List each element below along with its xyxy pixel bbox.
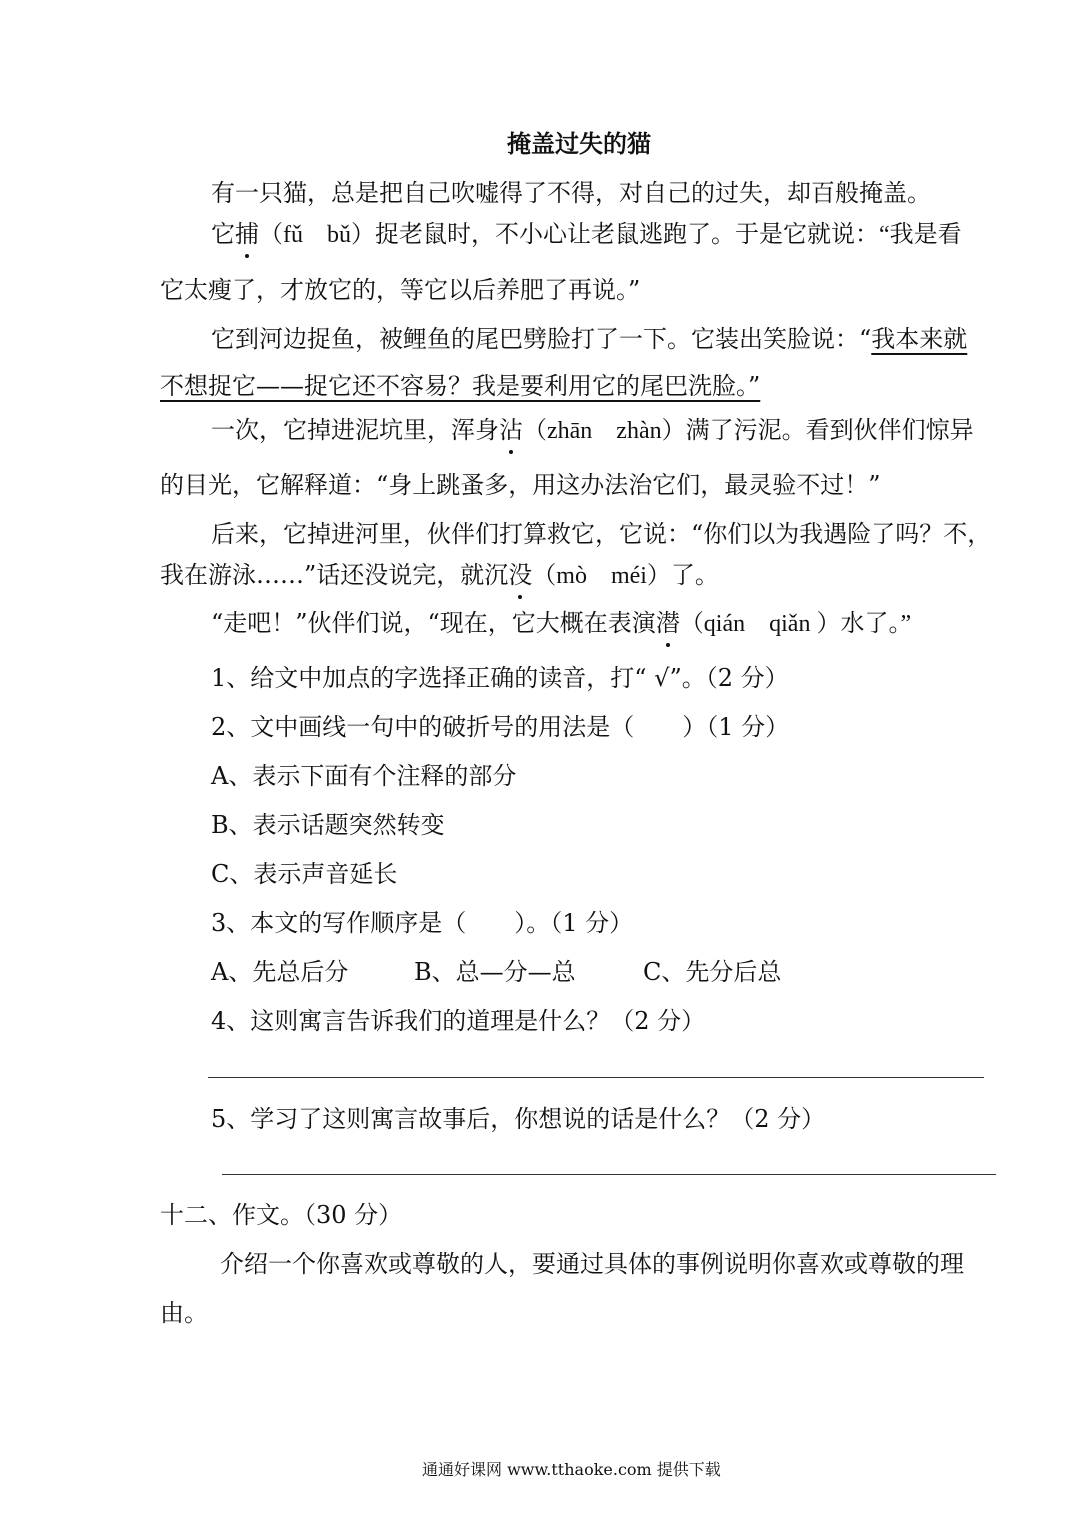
paragraph-4-line-1 (211, 414, 974, 447)
paragraph-5-line-1: 后来，它掉进河里，伙伴们打算救它，它说：“你们以为我遇险了吗？不， (211, 520, 992, 548)
paragraph-3-line-2 (160, 370, 760, 402)
paragraph-3-line-1 (211, 323, 967, 355)
question-1: 1、给文中加点的字选择正确的读音，打“ √”。（2 分） (211, 664, 789, 692)
dotted-char: 没 (508, 561, 533, 589)
text: （mò méi）了。 (532, 563, 719, 589)
footer-source: 通通好课网 www.tthaoke.com 提供下载 (422, 1460, 721, 1479)
text: “走吧！”伙伴们说，“现在，它大概在表演 (211, 609, 656, 637)
answer-line-4[interactable] (208, 1077, 984, 1078)
dotted-char: 沾 (499, 416, 523, 444)
composition-prompt-line-2: 由。 (160, 1299, 208, 1327)
text: 我在游泳……”话还没说完，就沉 (160, 561, 509, 589)
paragraph-4-line-2: 的目光，它解释道：“身上跳蚤多，用这办法治它们，最灵验不过！” (160, 471, 881, 499)
composition-heading: 十二、作文。（30 分） (160, 1201, 403, 1229)
paragraph-6 (211, 607, 911, 640)
question-5: 5、学习了这则寓言故事后，你想说的话是什么？（2 分） (211, 1105, 826, 1133)
question-3-option-a: A、先总后分 (211, 958, 349, 986)
underlined-sentence: 不想捉它——捉它还不容易？我是要利用它的尾巴洗脸。” (160, 372, 761, 400)
question-2: 2、文中画线一句中的破折号的用法是（ ）（1 分） (211, 713, 790, 741)
answer-line-5[interactable] (222, 1174, 996, 1175)
paragraph-2-line-1 (211, 218, 962, 251)
paragraph-5-line-2 (160, 559, 719, 592)
text: 它到河边捉鱼，被鲤鱼的尾巴劈脸打了一下。它装出笑脸说：“ (211, 325, 872, 353)
underlined-sentence: 我本来就 (871, 325, 968, 353)
question-2-option-c: C、表示声音延长 (211, 860, 398, 888)
dotted-char: 捕 (235, 220, 259, 248)
question-3-option-c: C、先分后总 (643, 958, 782, 986)
question-3-option-b: B、总—分—总 (414, 958, 576, 986)
text: （fǔ bǔ）捉老鼠时，不小心让老鼠逃跑了。于是它就说：“我是看 (259, 222, 962, 248)
question-3: 3、本文的写作顺序是（ ）。（1 分） (211, 909, 634, 937)
question-2-option-b: B、表示话题突然转变 (211, 811, 445, 839)
text: 它 (211, 220, 235, 248)
question-4: 4、这则寓言告诉我们的道理是什么？（2 分） (211, 1007, 706, 1035)
dotted-char: 潜 (655, 609, 680, 637)
text: 一次，它掉进泥坑里，浑身 (211, 416, 499, 444)
paragraph-1: 有一只猫，总是把自己吹嘘得了不得，对自己的过失，却百般掩盖。 (211, 179, 931, 207)
text: （zhān zhàn）满了污泥。看到伙伴们惊异 (523, 418, 974, 444)
story-title: 掩盖过失的猫 (507, 129, 651, 158)
question-2-option-a: A、表示下面有个注释的部分 (211, 762, 517, 790)
paragraph-2-line-2: 它太瘦了，才放它的，等它以后养肥了再说。” (160, 276, 641, 304)
composition-prompt-line-1: 介绍一个你喜欢或尊敬的人，要通过具体的事例说明你喜欢或尊敬的理 (220, 1250, 964, 1278)
text: （qián qiǎn ）水了。” (679, 611, 912, 637)
